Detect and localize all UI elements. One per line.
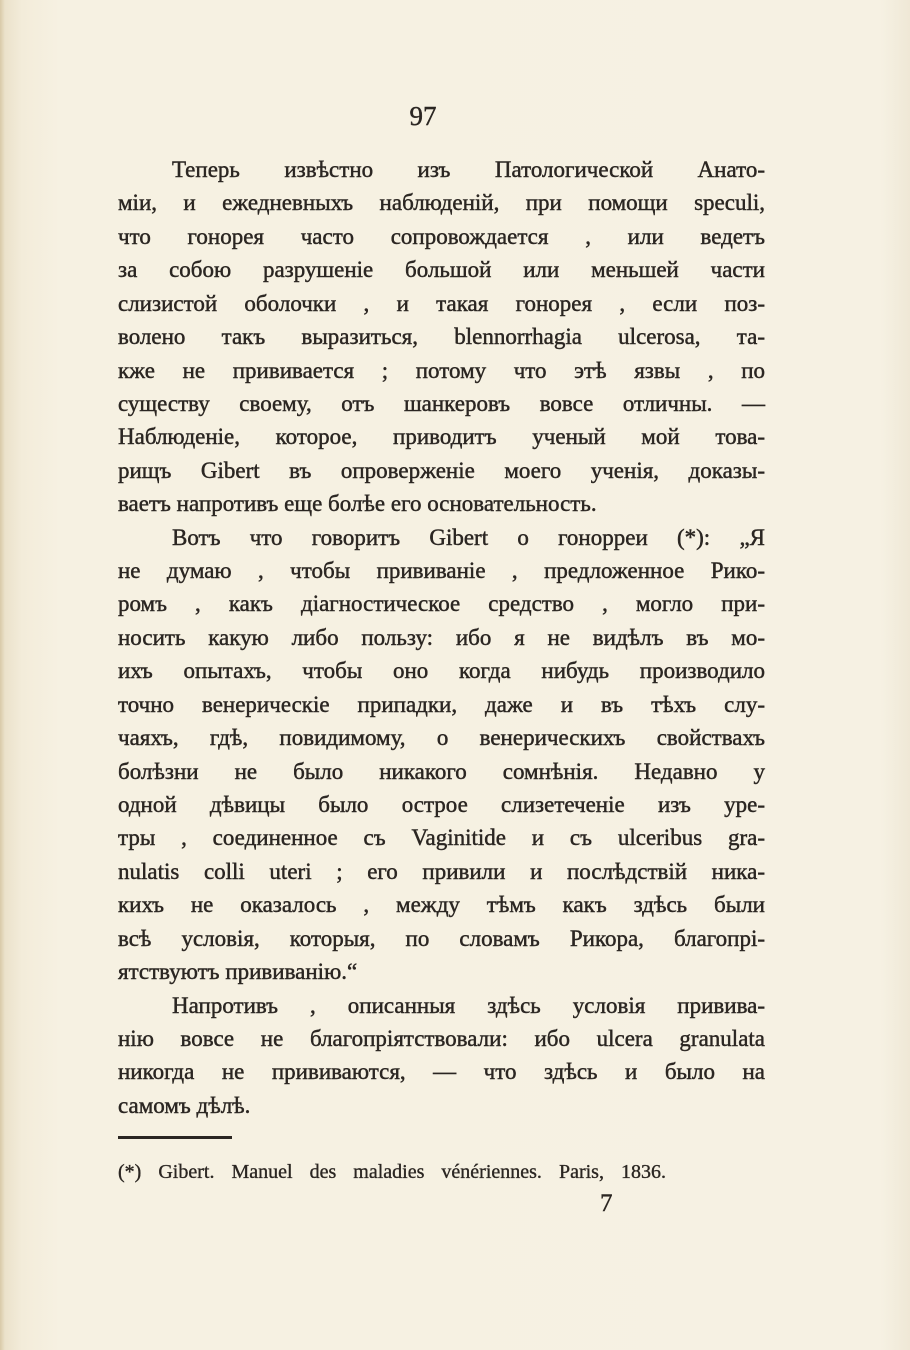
text-line: нію вовсе не благопріятствовали: ибо ulcera granulata (118, 1025, 765, 1051)
text-line: существу своему, отъ шанкеровъ вовсе отличны. — (118, 390, 765, 416)
footnote-separator (118, 1136, 232, 1139)
text-line: Наблюденіе, которое, приводитъ ученый мой това- (118, 424, 765, 450)
text-line: носить какую либо пользу: ибо я не видѣлъ въ мо- (118, 624, 765, 650)
body-text (118, 153, 765, 1122)
text-line: ятствуютъ прививанію.“ (118, 959, 358, 985)
signature-mark: 7 (600, 1190, 613, 1217)
text-line: ваетъ напротивъ еще болѣе его основательность. (118, 491, 597, 517)
paragraph (118, 521, 765, 989)
text-line: самомъ дѣлѣ. (118, 1092, 251, 1118)
text-line: кже не прививается ; потому что этѣ язвы , по (118, 357, 765, 383)
text-line: ромъ , какъ діагностическое средство , могло при- (118, 591, 765, 617)
text-line: всѣ условія, которыя, по словамъ Рикора, благопрі- (118, 925, 765, 951)
footnote: (*) Gibert. Manuel des maladies vénériennes. Paris, 1836. (118, 1161, 666, 1183)
text-line: одной дѣвицы было острое слизетеченіе изъ уре- (118, 792, 765, 818)
text-line: точно венерическіе припадки, даже и въ тѣхъ слу- (118, 691, 765, 717)
text-line: слизистой оболочки , и такая гонорея , если поз- (118, 290, 765, 316)
text-line: болѣзни не было никакого сомнѣнія. Недавно у (118, 758, 765, 784)
text-line: чаяхъ, гдѣ, повидимому, о венерическихъ свойствахъ (118, 725, 765, 751)
page-number: 97 (409, 101, 437, 131)
text-line: кихъ не оказалось , между тѣмъ какъ здѣсь были (118, 892, 765, 918)
text-line: міи, и ежедневныхъ наблюденій, при помощи speculi, (118, 190, 765, 216)
text-line: за собою разрушеніе большой или меньшей части (118, 257, 765, 283)
text-line: никогда не прививаются, — что здѣсь и было на (118, 1059, 765, 1085)
paragraph (118, 989, 765, 1123)
text-line: не думаю , чтобы прививаніе , предложенное Рико- (118, 558, 765, 584)
text-line: Теперь извѣстно изъ Патологической Анато- (172, 157, 765, 182)
text-line: Вотъ что говоритъ Gibert о гонорреи (*): „Я (172, 524, 765, 550)
text-line: рищъ Gibert въ опроверженіе моего ученія, доказы- (118, 457, 765, 483)
text-line: тры , соединенное съ Vaginitide и съ ulceribus gra- (118, 825, 765, 851)
text-line: что гонорея часто сопровождается , или ведетъ (118, 223, 765, 249)
paragraph (118, 153, 765, 521)
text-line: nulatis colli uteri ; его привили и послѣдствій ника- (118, 858, 765, 884)
text-line: волено такъ выразиться, blennorrhagia ulcerosa, та- (118, 324, 765, 350)
text-line: Напротивъ , описанныя здѣсь условія привива- (172, 992, 765, 1018)
text-line: ихъ опытахъ, чтобы оно когда нибудь производило (118, 658, 765, 684)
